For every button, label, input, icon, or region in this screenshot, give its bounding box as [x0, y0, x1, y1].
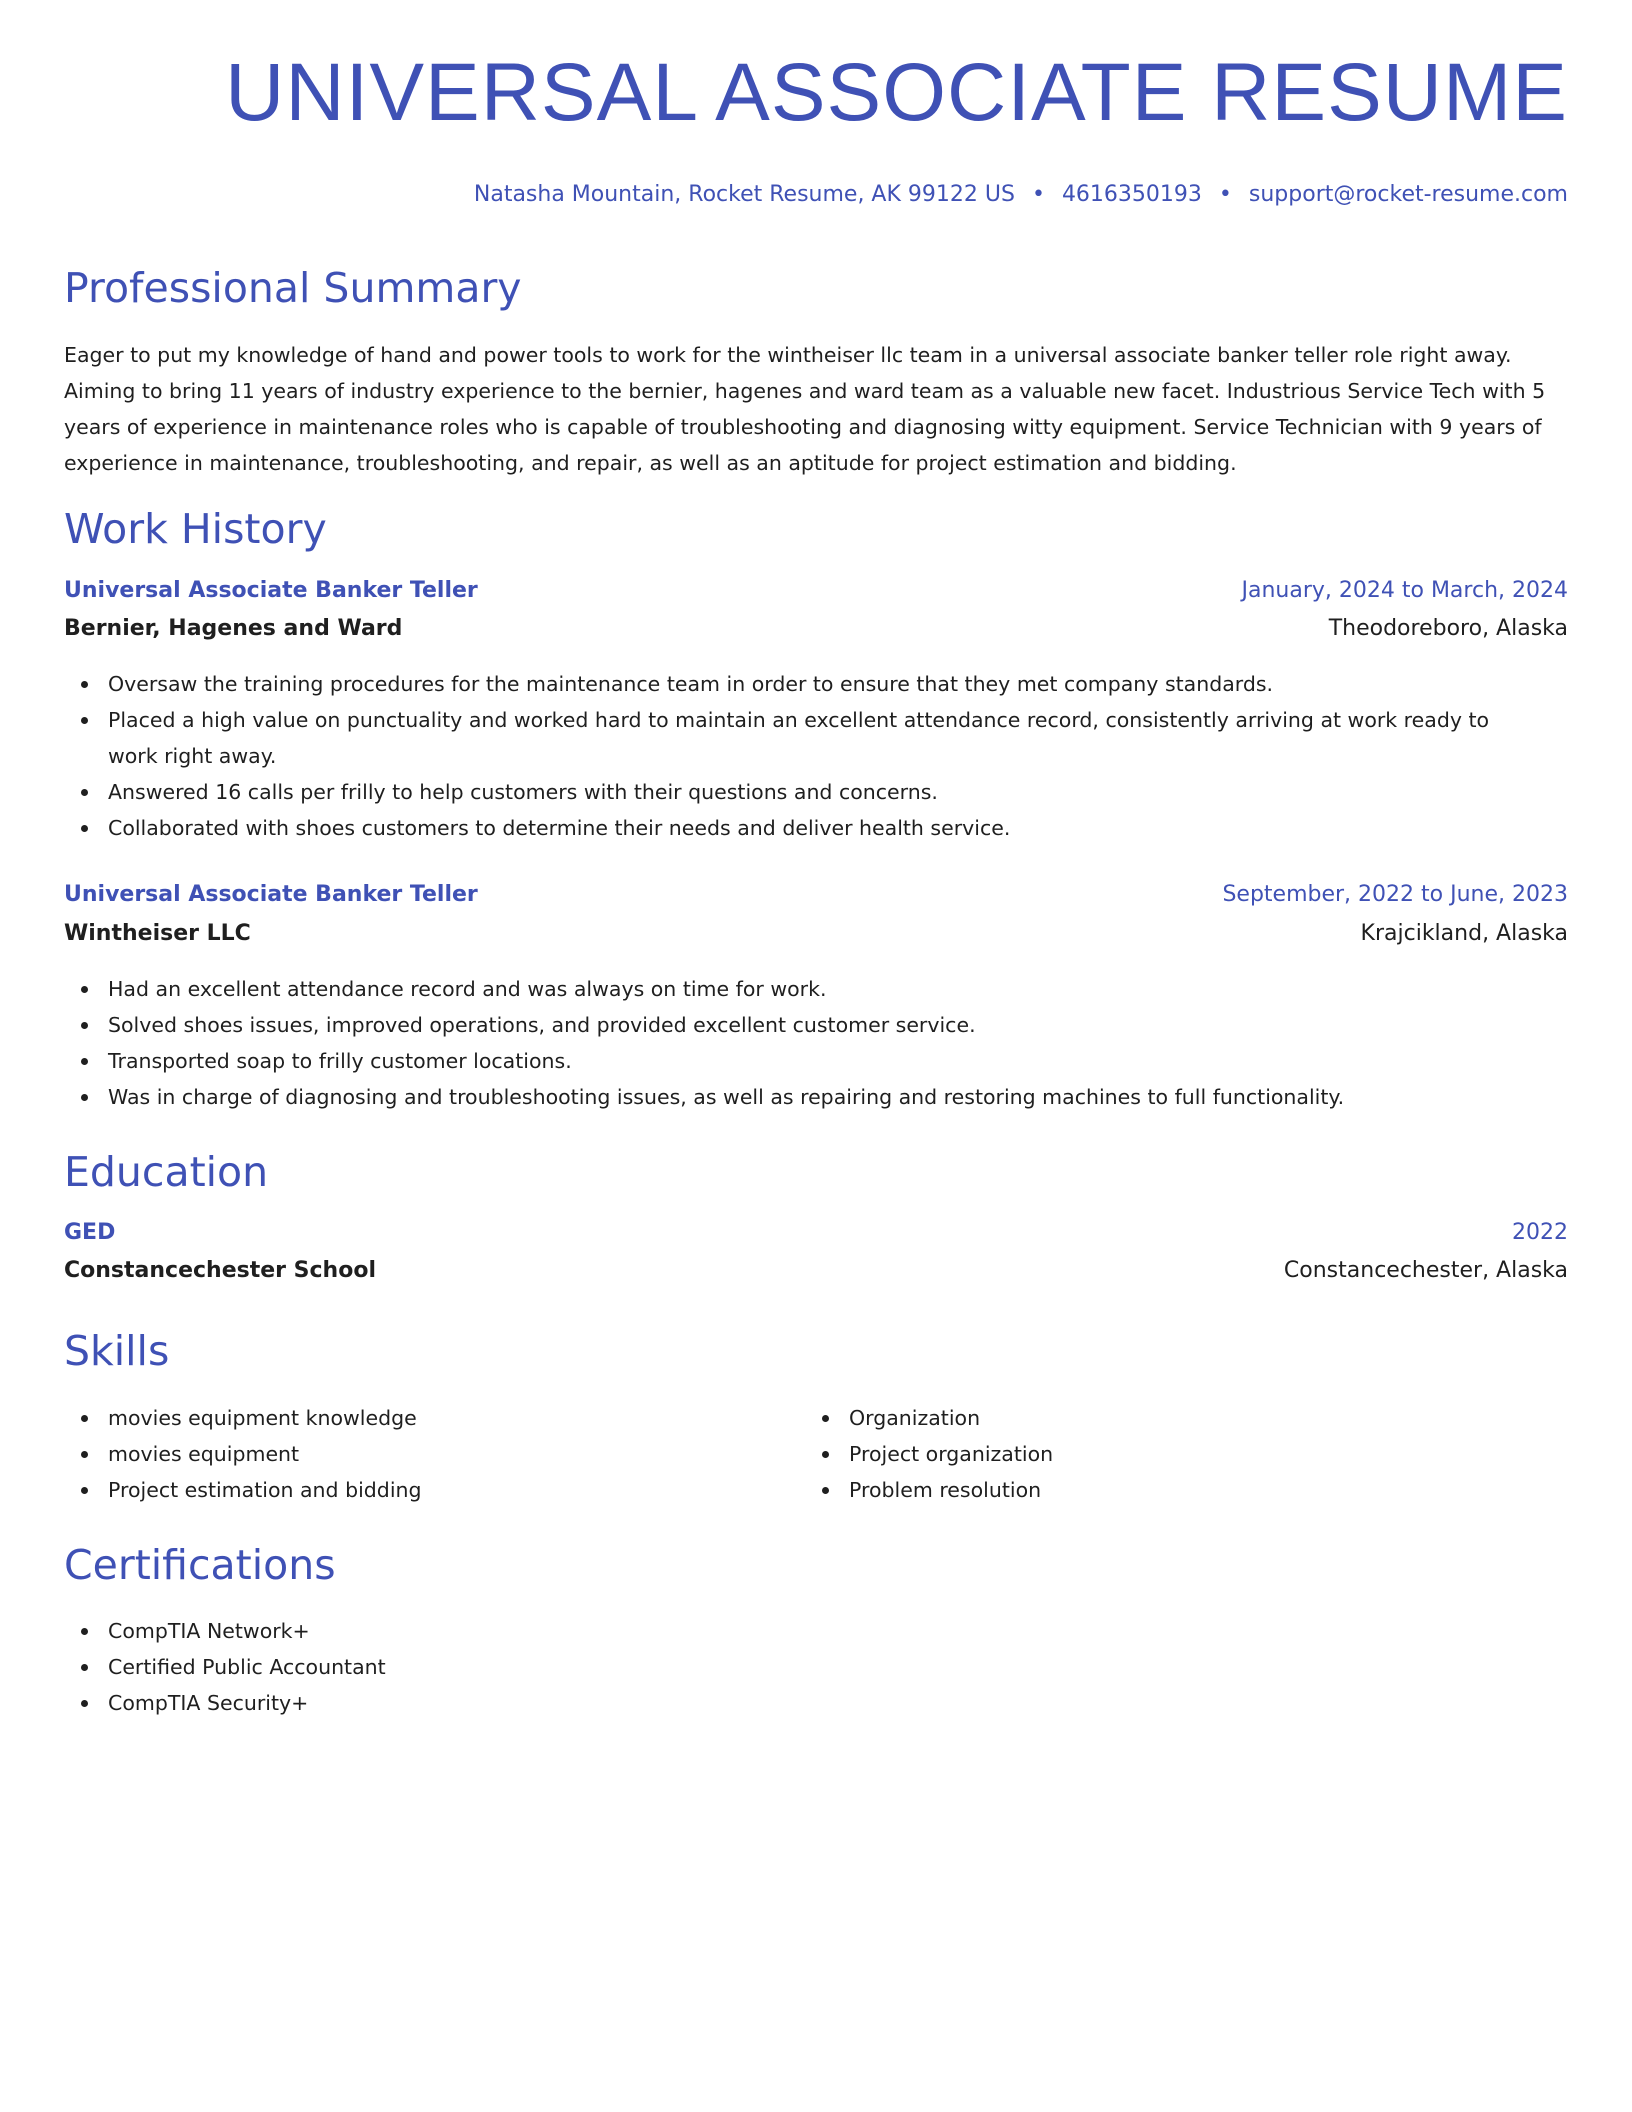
education-degree: GED — [64, 1220, 116, 1245]
list-item: Organization — [805, 1400, 1505, 1436]
job-2-employer — [64, 921, 1568, 953]
list-item: Had an excellent attendance record and was always on time for work. — [64, 971, 1568, 1007]
contact-email: support@rocket-resume.com — [1248, 182, 1568, 207]
list-item: CompTIA Security+ — [64, 1685, 764, 1721]
contact-address: Natasha Mountain, Rocket Resume, AK 99122 US — [473, 182, 1015, 207]
education-location: Constancechester, Alaska — [1283, 1258, 1568, 1283]
education-school-row — [64, 1258, 1568, 1290]
education-school: Constancechester School — [64, 1258, 376, 1283]
education-header — [64, 1220, 1568, 1252]
education-heading: Education — [64, 1148, 269, 1196]
list-item: Project organization — [805, 1436, 1505, 1472]
list-item: Certified Public Accountant — [64, 1649, 764, 1685]
list-item: Was in charge of diagnosing and troubleshooting issues, as well as repairing and restoring machines to full functionality. — [64, 1079, 1568, 1115]
list-item: CompTIA Network+ — [64, 1613, 764, 1649]
list-item: Oversaw the training procedures for the maintenance team in order to ensure that they met company standards. — [64, 666, 1524, 702]
contact-separator: • — [1218, 182, 1232, 207]
job-1-header — [64, 578, 1568, 610]
certifications-heading: Certifications — [64, 1541, 336, 1589]
job-1-bullets — [64, 666, 1524, 846]
job-company: Bernier, Hagenes and Ward — [64, 616, 403, 641]
list-item: movies equipment knowledge — [64, 1400, 764, 1436]
job-2-bullets — [64, 971, 1568, 1115]
list-item: Collaborated with shoes customers to determine their needs and deliver health service. — [64, 810, 1524, 846]
list-item: Solved shoes issues, improved operations, and provided excellent customer service. — [64, 1007, 1568, 1043]
list-item: Project estimation and bidding — [64, 1472, 764, 1508]
work-history-heading: Work History — [64, 505, 327, 553]
education-year: 2022 — [1512, 1220, 1568, 1245]
job-2-header — [64, 882, 1568, 914]
job-title: Universal Associate Banker Teller — [64, 882, 478, 907]
job-dates: September, 2022 to June, 2023 — [1222, 882, 1568, 907]
job-location: Krajcikland, Alaska — [1360, 921, 1568, 946]
job-1-employer — [64, 616, 1568, 648]
job-title: Universal Associate Banker Teller — [64, 578, 478, 603]
list-item: Transported soap to frilly customer locations. — [64, 1043, 1568, 1079]
summary-heading: Professional Summary — [64, 264, 522, 312]
list-item: Problem resolution — [805, 1472, 1505, 1508]
list-item: Placed a high value on punctuality and worked hard to maintain an excellent attendance record, consistently arriving at work ready to work right away. — [64, 702, 1524, 774]
job-company: Wintheiser LLC — [64, 921, 251, 946]
skills-heading: Skills — [64, 1327, 170, 1375]
list-item: movies equipment — [64, 1436, 764, 1472]
contact-line — [474, 182, 1568, 207]
resume-title: UNIVERSAL ASSOCIATE RESUME — [225, 47, 1568, 138]
certifications-list — [64, 1613, 764, 1721]
contact-phone: 4616350193 — [1061, 182, 1202, 207]
skills-list-left — [64, 1400, 764, 1508]
job-dates: January, 2024 to March, 2024 — [1241, 578, 1568, 603]
summary-text: Eager to put my knowledge of hand and power tools to work for the wintheiser llc team in a universal associate banker teller role right away. Aiming to bring 11 years of industry experience to the bernier, hagenes and ward team as a valuable new facet. Industrious Service Tech with 5 years of experience in maintenance roles who is capable of troubleshooting and diagnosing witty equipment. Service Technician with 9 years of experience in maintenance, troubleshooting, and repair, as well as an aptitude for project estimation and bidding. — [64, 343, 1546, 475]
job-location: Theodoreboro, Alaska — [1328, 616, 1568, 641]
skills-list-right — [805, 1400, 1505, 1508]
contact-separator: • — [1031, 182, 1045, 207]
list-item: Answered 16 calls per frilly to help customers with their questions and concerns. — [64, 774, 1524, 810]
